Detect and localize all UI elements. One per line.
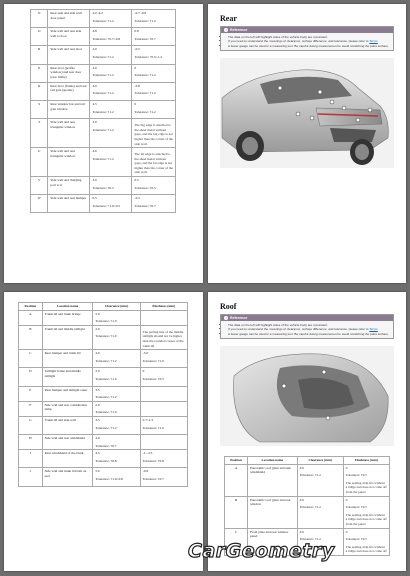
- cargeometry-logo: CarGeometry: [188, 540, 335, 562]
- table-row: [31, 10, 176, 28]
- flushness-cell: [132, 177, 176, 195]
- clearance-value: 4.0: [299, 497, 304, 502]
- clearance-value: 4.0: [299, 465, 304, 470]
- clearance-value: 4.5: [95, 451, 100, 456]
- measurement-point-s: [330, 100, 334, 104]
- clearance-value: 4.0 -4.2: [92, 11, 103, 15]
- position-cell: C: [19, 350, 43, 368]
- clearance-tolerance: Tolerance: ±1.0: [95, 334, 117, 339]
- column-header: Clearance (mm): [93, 303, 140, 311]
- table-row: [31, 195, 176, 213]
- clearance-cell: [297, 464, 343, 496]
- clearance-cell: [93, 450, 140, 468]
- measurement-point-n: [310, 116, 314, 120]
- table-row: [225, 464, 390, 496]
- flushness-value: 0: [142, 369, 145, 374]
- clearance-cell: [90, 82, 132, 100]
- position-cell: H: [19, 435, 43, 450]
- clearance-tolerance: Tolerance: ±1.2: [299, 473, 321, 478]
- roof-vehicle-image: [220, 346, 394, 446]
- page-roof: [208, 292, 406, 571]
- clearance-value: 4.0: [95, 436, 100, 441]
- reference-list: [221, 321, 393, 338]
- table-row: [31, 82, 176, 100]
- flushness-cell: [140, 416, 187, 434]
- column-header: Location name: [248, 457, 298, 465]
- flushness-value: -0.8: [142, 469, 149, 474]
- location-cell: Rear windshield of the trunk: [42, 450, 93, 468]
- clearance-cell: [90, 177, 132, 195]
- position-cell: W: [31, 195, 48, 213]
- flushness-tolerance: Tolerance: +0.5/-1.2: [134, 54, 163, 59]
- clearance-value: 5.0: [95, 469, 100, 474]
- clearance-tolerance: Tolerance: ±1.2: [95, 425, 117, 430]
- location-cell: Side wall and rear combination lamp: [42, 401, 93, 416]
- table-row: [225, 496, 390, 528]
- clearance-cell: [90, 10, 132, 28]
- clearance-value: 4.0: [299, 529, 304, 534]
- clearance-value: 0.5: [92, 196, 97, 201]
- flushness-cell: [132, 28, 176, 46]
- spec-table: [30, 9, 176, 213]
- reference-list: [221, 33, 393, 50]
- location-cell: Side wall and rear bumper: [48, 195, 90, 213]
- flushness-tolerance: Tolerance: ±1.0: [142, 425, 164, 430]
- column-header: Location name: [42, 303, 93, 311]
- flushness-tolerance: Tolerance: ±0.7: [142, 477, 164, 482]
- flushness-tolerance: Tolerance: ±0.5: [134, 185, 156, 190]
- clearance-tolerance: Tolerance: ±1.2: [92, 91, 114, 96]
- clearance-value: 4.0: [95, 351, 100, 356]
- table-row: [31, 119, 176, 148]
- reference-item: • The data on the left will highlight sides of the vehicle body are consistent.: [228, 35, 390, 40]
- table-row: [31, 46, 176, 64]
- clearance-value: 3.0: [92, 120, 97, 125]
- table-row: [19, 401, 188, 416]
- clearance-tolerance: Tolerance: ±0.8: [95, 458, 117, 463]
- position-cell: N: [31, 10, 48, 28]
- measurement-point-b: [322, 370, 326, 374]
- location-cell: Side wall and rear windshield: [42, 435, 93, 450]
- flushness-tolerance: Tolerance: ±0.7: [345, 505, 367, 510]
- flushness-note: The parting line of the middle taillight should not be higher than the rounded corner of the trunk lid: [142, 329, 184, 348]
- flushness-tolerance: Tolerance: ±1.2: [134, 18, 156, 23]
- flushness-note: The sealing strip fits without a bulge and does not come off from the panel: [345, 512, 387, 526]
- rear-vehicle-image: [220, 58, 394, 168]
- clearance-tolerance: Tolerance: ±1.2: [95, 395, 117, 400]
- clearance-tolerance: Tolerance: ±1.0/-0.8: [95, 477, 123, 482]
- clearance-cell: [90, 100, 132, 118]
- position-cell: E: [19, 386, 43, 401]
- flushness-value: 0: [345, 465, 348, 470]
- page-title: Rear: [220, 14, 237, 23]
- flushness-tolerance: Tolerance: ±1.2: [134, 109, 156, 114]
- flushness-value: 0: [345, 497, 348, 502]
- clearance-cell: [93, 468, 140, 486]
- position-cell: C: [225, 528, 248, 555]
- flushness-cell: [132, 100, 176, 118]
- reference-label: Reference: [230, 316, 248, 320]
- location-cell: Rear door (frame) and rear tail gate (spoiler): [48, 82, 90, 100]
- flushness-note: The sealing strip fits without a bulge and does not come off from the panel: [345, 480, 387, 494]
- location-cell: Trunk lid and middle taillight: [42, 325, 93, 349]
- flushness-cell: [132, 82, 176, 100]
- measurement-point-u: [278, 86, 282, 90]
- flushness-cell: [140, 435, 187, 450]
- flushness-cell: [132, 10, 176, 28]
- table-row: [19, 386, 188, 401]
- terms-link[interactable]: Terms: [369, 327, 378, 332]
- flushness-tolerance: Tolerance: ±0.8: [142, 458, 164, 463]
- clearance-cell: [90, 64, 132, 82]
- reference-item: • A feeler gauge can be used in a measuring tool. Be careful during measurement to avoid scratching the paint surface.: [228, 44, 390, 49]
- clearance-cell: [90, 119, 132, 148]
- clearance-value: 3.0: [92, 178, 97, 183]
- flushness-cell: [343, 496, 389, 528]
- location-cell: Trunk lid and side wall: [42, 416, 93, 434]
- location-cell: Rear bumper and taillight outer: [42, 386, 93, 401]
- reference-box: [220, 26, 394, 51]
- location-cell: Panoramic roof glass and side windshield: [248, 464, 298, 496]
- clearance-tolerance: Tolerance: ±1.2: [92, 156, 114, 161]
- flushness-note: The big edge is attached to the sheet metal without gaps, and the big edge is not higher than the corner of the side wall.: [134, 123, 173, 146]
- position-cell: I: [19, 450, 43, 468]
- clearance-tolerance: Tolerance: ±1.2: [299, 537, 321, 542]
- flushness-cell: [140, 325, 187, 349]
- location-cell: Side wall and charging port to it: [48, 177, 90, 195]
- clearance-tolerance: Tolerance: ±1.2: [92, 109, 114, 114]
- reference-item: • If you need to understand the meanings of clearance, surface difference, and tolerance, please refer to Terms: [228, 327, 390, 332]
- measurement-point-v: [296, 112, 300, 116]
- clearance-value: 4.8: [92, 29, 97, 34]
- measurement-point-o: [368, 108, 372, 112]
- clearance-tolerance: Tolerance: +1.0/-0.5: [92, 203, 121, 208]
- flushness-value: 0.7~1.3: [142, 417, 153, 422]
- rear-car-illustration: [220, 58, 394, 168]
- location-cell: Rear window bar and tail gate window: [48, 100, 90, 118]
- location-cell: Rear door (profile window) and rear door (rear frame): [48, 64, 90, 82]
- clearance-value: 5.0: [95, 311, 100, 316]
- position-cell: B: [225, 496, 248, 528]
- position-cell: G: [19, 416, 43, 434]
- location-cell: Trunk lid and trunk bridge: [42, 310, 93, 325]
- flushness-cell: [343, 528, 389, 555]
- flushness-tolerance: Tolerance: ±1.2: [134, 73, 156, 78]
- flushness-tolerance: Tolerance: ±0.5: [142, 376, 164, 381]
- flushness-cell: [140, 468, 187, 486]
- column-header: Flushness (mm): [343, 457, 389, 465]
- clearance-cell: [297, 496, 343, 528]
- flushness-value: -3.0: [142, 351, 149, 356]
- page-title: Roof: [220, 302, 237, 311]
- flushness-cell: [140, 368, 187, 386]
- clearance-tolerance: Tolerance: ±0.5: [92, 185, 114, 190]
- flushness-value: -0.5: [134, 47, 140, 52]
- flushness-tolerance: Tolerance: ±0.7: [345, 473, 367, 478]
- clearance-tolerance: Tolerance: ±1.0: [95, 376, 117, 381]
- clearance-cell: [93, 401, 140, 416]
- flushness-tolerance: Tolerance: ±0.7: [134, 203, 156, 208]
- page-rear-table-continued: [4, 4, 203, 283]
- reference-box: [220, 314, 394, 339]
- clearance-cell: [90, 195, 132, 213]
- column-header: Flushness (mm): [140, 303, 187, 311]
- position-cell: U: [31, 148, 48, 177]
- measurement-point-t: [342, 106, 346, 110]
- clearance-cell: [93, 435, 140, 450]
- clearance-cell: [93, 350, 140, 368]
- flushness-note: The fat edge is attached to the sheet metal without gaps, and the fat edge is not higher than the corner of the side wall.: [134, 152, 173, 175]
- flushness-cell: [140, 401, 187, 416]
- measurement-point-a: [282, 384, 286, 388]
- flushness-value: -0.5: [134, 196, 140, 201]
- table-row: [31, 148, 176, 177]
- clearance-tolerance: Tolerance: ±1.0: [95, 319, 117, 324]
- measurement-point-c: [326, 416, 330, 420]
- table-row: [19, 368, 188, 386]
- clearance-tolerance: Tolerance: ±1.2: [92, 18, 114, 23]
- position-cell: R: [31, 46, 48, 64]
- clearance-value: 2.0: [95, 369, 100, 374]
- flushness-cell: [140, 350, 187, 368]
- clearance-value: 4.0: [92, 47, 97, 52]
- location-cell: Panoramic roof glass and rear window: [248, 496, 298, 528]
- location-cell: Side wall and rear side wall to door: [48, 28, 90, 46]
- flushness-cell: [132, 148, 176, 177]
- flushness-value: 0: [134, 65, 137, 70]
- clearance-cell: [90, 28, 132, 46]
- reference-item: • If you need to understand the meanings of clearance, surface difference, and tolerance, please refer to Terms: [228, 39, 390, 44]
- clearance-value: 3.5: [95, 387, 100, 392]
- clearance-cell: [93, 310, 140, 325]
- clearance-tolerance: Tolerance: ±1.2: [299, 505, 321, 510]
- clearance-tolerance: Tolerance: ±1.2: [92, 54, 114, 59]
- position-cell: D: [19, 368, 43, 386]
- position-cell: J: [19, 468, 43, 486]
- clearance-tolerance: Tolerance: ±1.2: [92, 127, 114, 132]
- table-row: [19, 325, 188, 349]
- clearance-value: 3.5: [95, 417, 100, 422]
- flushness-value: -0.7 -0.8: [134, 11, 147, 15]
- flushness-cell: [132, 195, 176, 213]
- flushness-value: 0: [345, 529, 348, 534]
- clearance-tolerance: Tolerance: ±1.0: [95, 410, 117, 415]
- flushness-value: 0.8: [134, 29, 139, 34]
- location-cell: Side wall and rear triangular window: [48, 148, 90, 177]
- column-header: Position: [19, 303, 43, 311]
- table-row: [19, 450, 188, 468]
- reference-label: Reference: [230, 28, 248, 32]
- clearance-value: 4.0: [92, 65, 97, 70]
- flushness-cell: [140, 386, 187, 401]
- table-row: [19, 468, 188, 486]
- table-row: [31, 100, 176, 118]
- column-header: Position: [225, 457, 248, 465]
- position-cell: O: [31, 28, 48, 46]
- position-cell: A: [225, 464, 248, 496]
- flushness-cell: [140, 450, 187, 468]
- page-rear: [208, 4, 406, 283]
- clearance-value: 4.0: [92, 149, 97, 154]
- table-row: [19, 416, 188, 434]
- position-cell: R: [31, 82, 48, 100]
- location-cell: Side wall and rear triangular window: [48, 119, 90, 148]
- clearance-cell: [93, 368, 140, 386]
- flushness-value: -1...4.5: [142, 451, 153, 456]
- reference-item: • The data on the left will highlight sides of the vehicle body are consistent.: [228, 323, 390, 328]
- table-row: [19, 310, 188, 325]
- clearance-value: 2.0: [95, 402, 100, 407]
- table-row: [31, 64, 176, 82]
- location-cell: Rear bumper and trunk lid: [42, 350, 93, 368]
- position-cell: T: [31, 119, 48, 148]
- location-cell: Taillight frame and middle taillight: [42, 368, 93, 386]
- flushness-value: 0.5: [134, 178, 139, 183]
- location-cell: Side wall and rear door: [48, 46, 90, 64]
- position-cell: B: [19, 325, 43, 349]
- clearance-tolerance: Tolerance: +0.7/-0.8: [92, 36, 121, 41]
- position-cell: A: [19, 310, 43, 325]
- clearance-value: 2.0: [95, 326, 100, 331]
- flushness-cell: [132, 119, 176, 148]
- table-row: [31, 28, 176, 46]
- clearance-cell: [93, 386, 140, 401]
- column-header: Clearance (mm): [297, 457, 343, 465]
- terms-link[interactable]: Terms: [369, 39, 378, 44]
- clearance-cell: [93, 416, 140, 434]
- position-cell: P: [31, 64, 48, 82]
- clearance-value: 4.0: [92, 83, 97, 88]
- position-cell: S: [31, 100, 48, 118]
- flushness-cell: [343, 464, 389, 496]
- reference-item: • A feeler gauge can be used in a measuring tool. Be careful during measurement to avoid scratching the paint surface.: [228, 332, 390, 337]
- table-row: [19, 350, 188, 368]
- measurement-point-w: [356, 118, 360, 122]
- table-row: [19, 435, 188, 450]
- clearance-cell: [90, 148, 132, 177]
- position-cell: F: [19, 401, 43, 416]
- flushness-cell: [132, 64, 176, 82]
- page-rear-table: [4, 292, 203, 571]
- clearance-tolerance: Tolerance: ±0.7: [95, 443, 117, 448]
- clearance-value: 4.5: [92, 101, 97, 106]
- flushness-value: -0.8: [134, 83, 140, 88]
- roof-car-illustration: [220, 346, 394, 446]
- spec-table: [18, 302, 188, 487]
- position-cell: V: [31, 177, 48, 195]
- info-icon: i: [225, 316, 227, 320]
- location-cell: Rear side and side wall door panel: [48, 10, 90, 28]
- flushness-tolerance: Tolerance: ±1.2: [134, 91, 156, 96]
- clearance-cell: [93, 325, 140, 349]
- flushness-tolerance: Tolerance: ±0.7: [345, 537, 367, 542]
- clearance-tolerance: Tolerance: ±1.2: [92, 73, 114, 78]
- flushness-value: 0: [134, 101, 137, 106]
- flushness-cell: [140, 310, 187, 325]
- flushness-cell: [132, 46, 176, 64]
- clearance-cell: [90, 46, 132, 64]
- flushness-tolerance: Tolerance: ±0.7: [134, 36, 156, 41]
- location-cell: Front plate and rear window panel: [248, 528, 298, 555]
- info-icon: i: [225, 28, 227, 32]
- flushness-tolerance: Tolerance: ±1.0: [142, 358, 164, 363]
- clearance-tolerance: Tolerance: ±1.2: [95, 358, 117, 363]
- flushness-note: The sealing strip fits without a bulge and does not come off: [345, 544, 387, 554]
- location-cell: Side wall and trunk lid trim on end: [42, 468, 93, 486]
- table-row: [31, 177, 176, 195]
- measurement-point-r: [318, 90, 322, 94]
